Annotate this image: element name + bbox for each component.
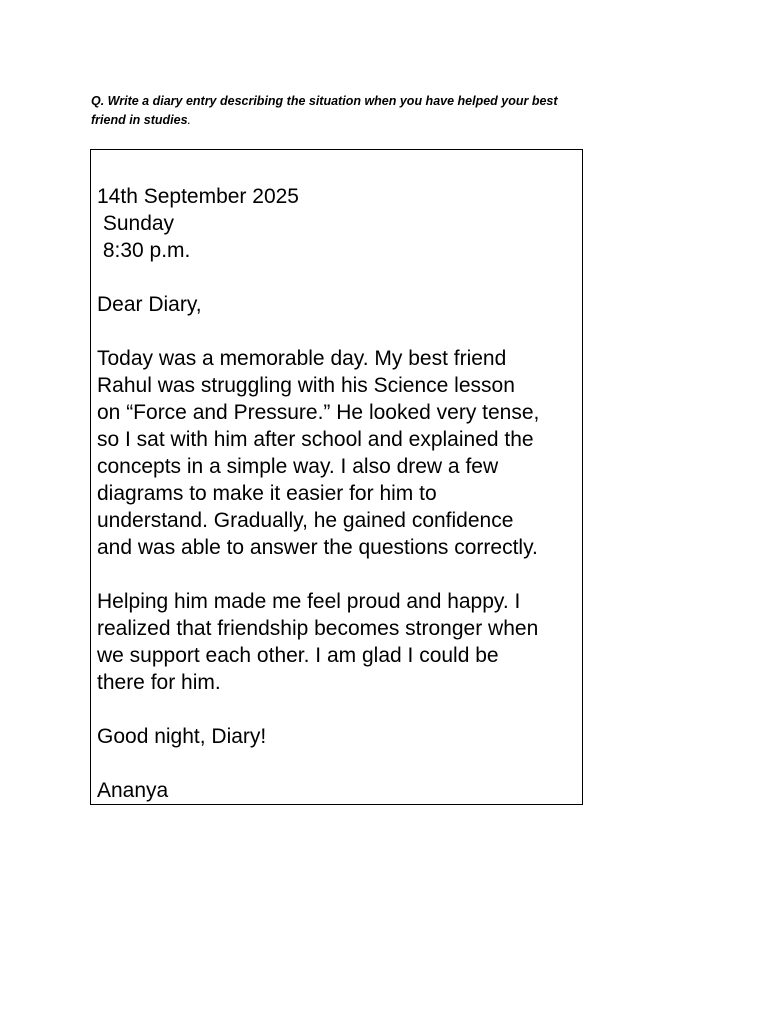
entry-closing: Good night, Diary! [97, 725, 267, 748]
paragraph-line: on “Force and Pressure.” He looked very tense, [97, 401, 540, 424]
spacer [97, 561, 577, 588]
entry-paragraph-2 [97, 588, 577, 696]
paragraph-line: Helping him made me feel proud and happy. I [97, 590, 521, 613]
spacer [97, 318, 577, 345]
paragraph-line: so I sat with him after school and explained the [97, 428, 534, 451]
paragraph-line: concepts in a simple way. I also drew a few [97, 455, 499, 478]
spacer [97, 696, 577, 723]
paragraph-line: realized that friendship becomes stronger when [97, 617, 539, 640]
entry-signature: Ananya [97, 779, 169, 802]
paragraph-line: Today was a memorable day. My best friend [97, 347, 507, 370]
entry-date: 14th September 2025 [97, 185, 299, 208]
question-line-1: Q. Write a diary entry describing the situation when you have helped your best [91, 94, 558, 108]
paragraph-line: and was able to answer the questions correctly. [97, 536, 538, 559]
spacer [97, 264, 577, 291]
paragraph-line: we support each other. I am glad I could be [97, 644, 499, 667]
question-line-2-text: friend in studies [91, 113, 188, 127]
paragraph-line: diagrams to make it easier for him to [97, 482, 437, 505]
paragraph-line: Rahul was struggling with his Science lesson [97, 374, 515, 397]
question-period: . [187, 113, 192, 127]
entry-day: Sunday [97, 212, 175, 235]
entry-time: 8:30 p.m. [97, 239, 191, 262]
paragraph-line: understand. Gradually, he gained confidence [97, 509, 514, 532]
entry-paragraph-1 [97, 345, 577, 561]
spacer [97, 750, 577, 777]
question-line-2 [91, 111, 651, 130]
diary-entry-text [97, 183, 577, 804]
question-prompt [91, 92, 651, 130]
paragraph-line: there for him. [97, 671, 221, 694]
entry-salutation: Dear Diary, [97, 293, 202, 316]
